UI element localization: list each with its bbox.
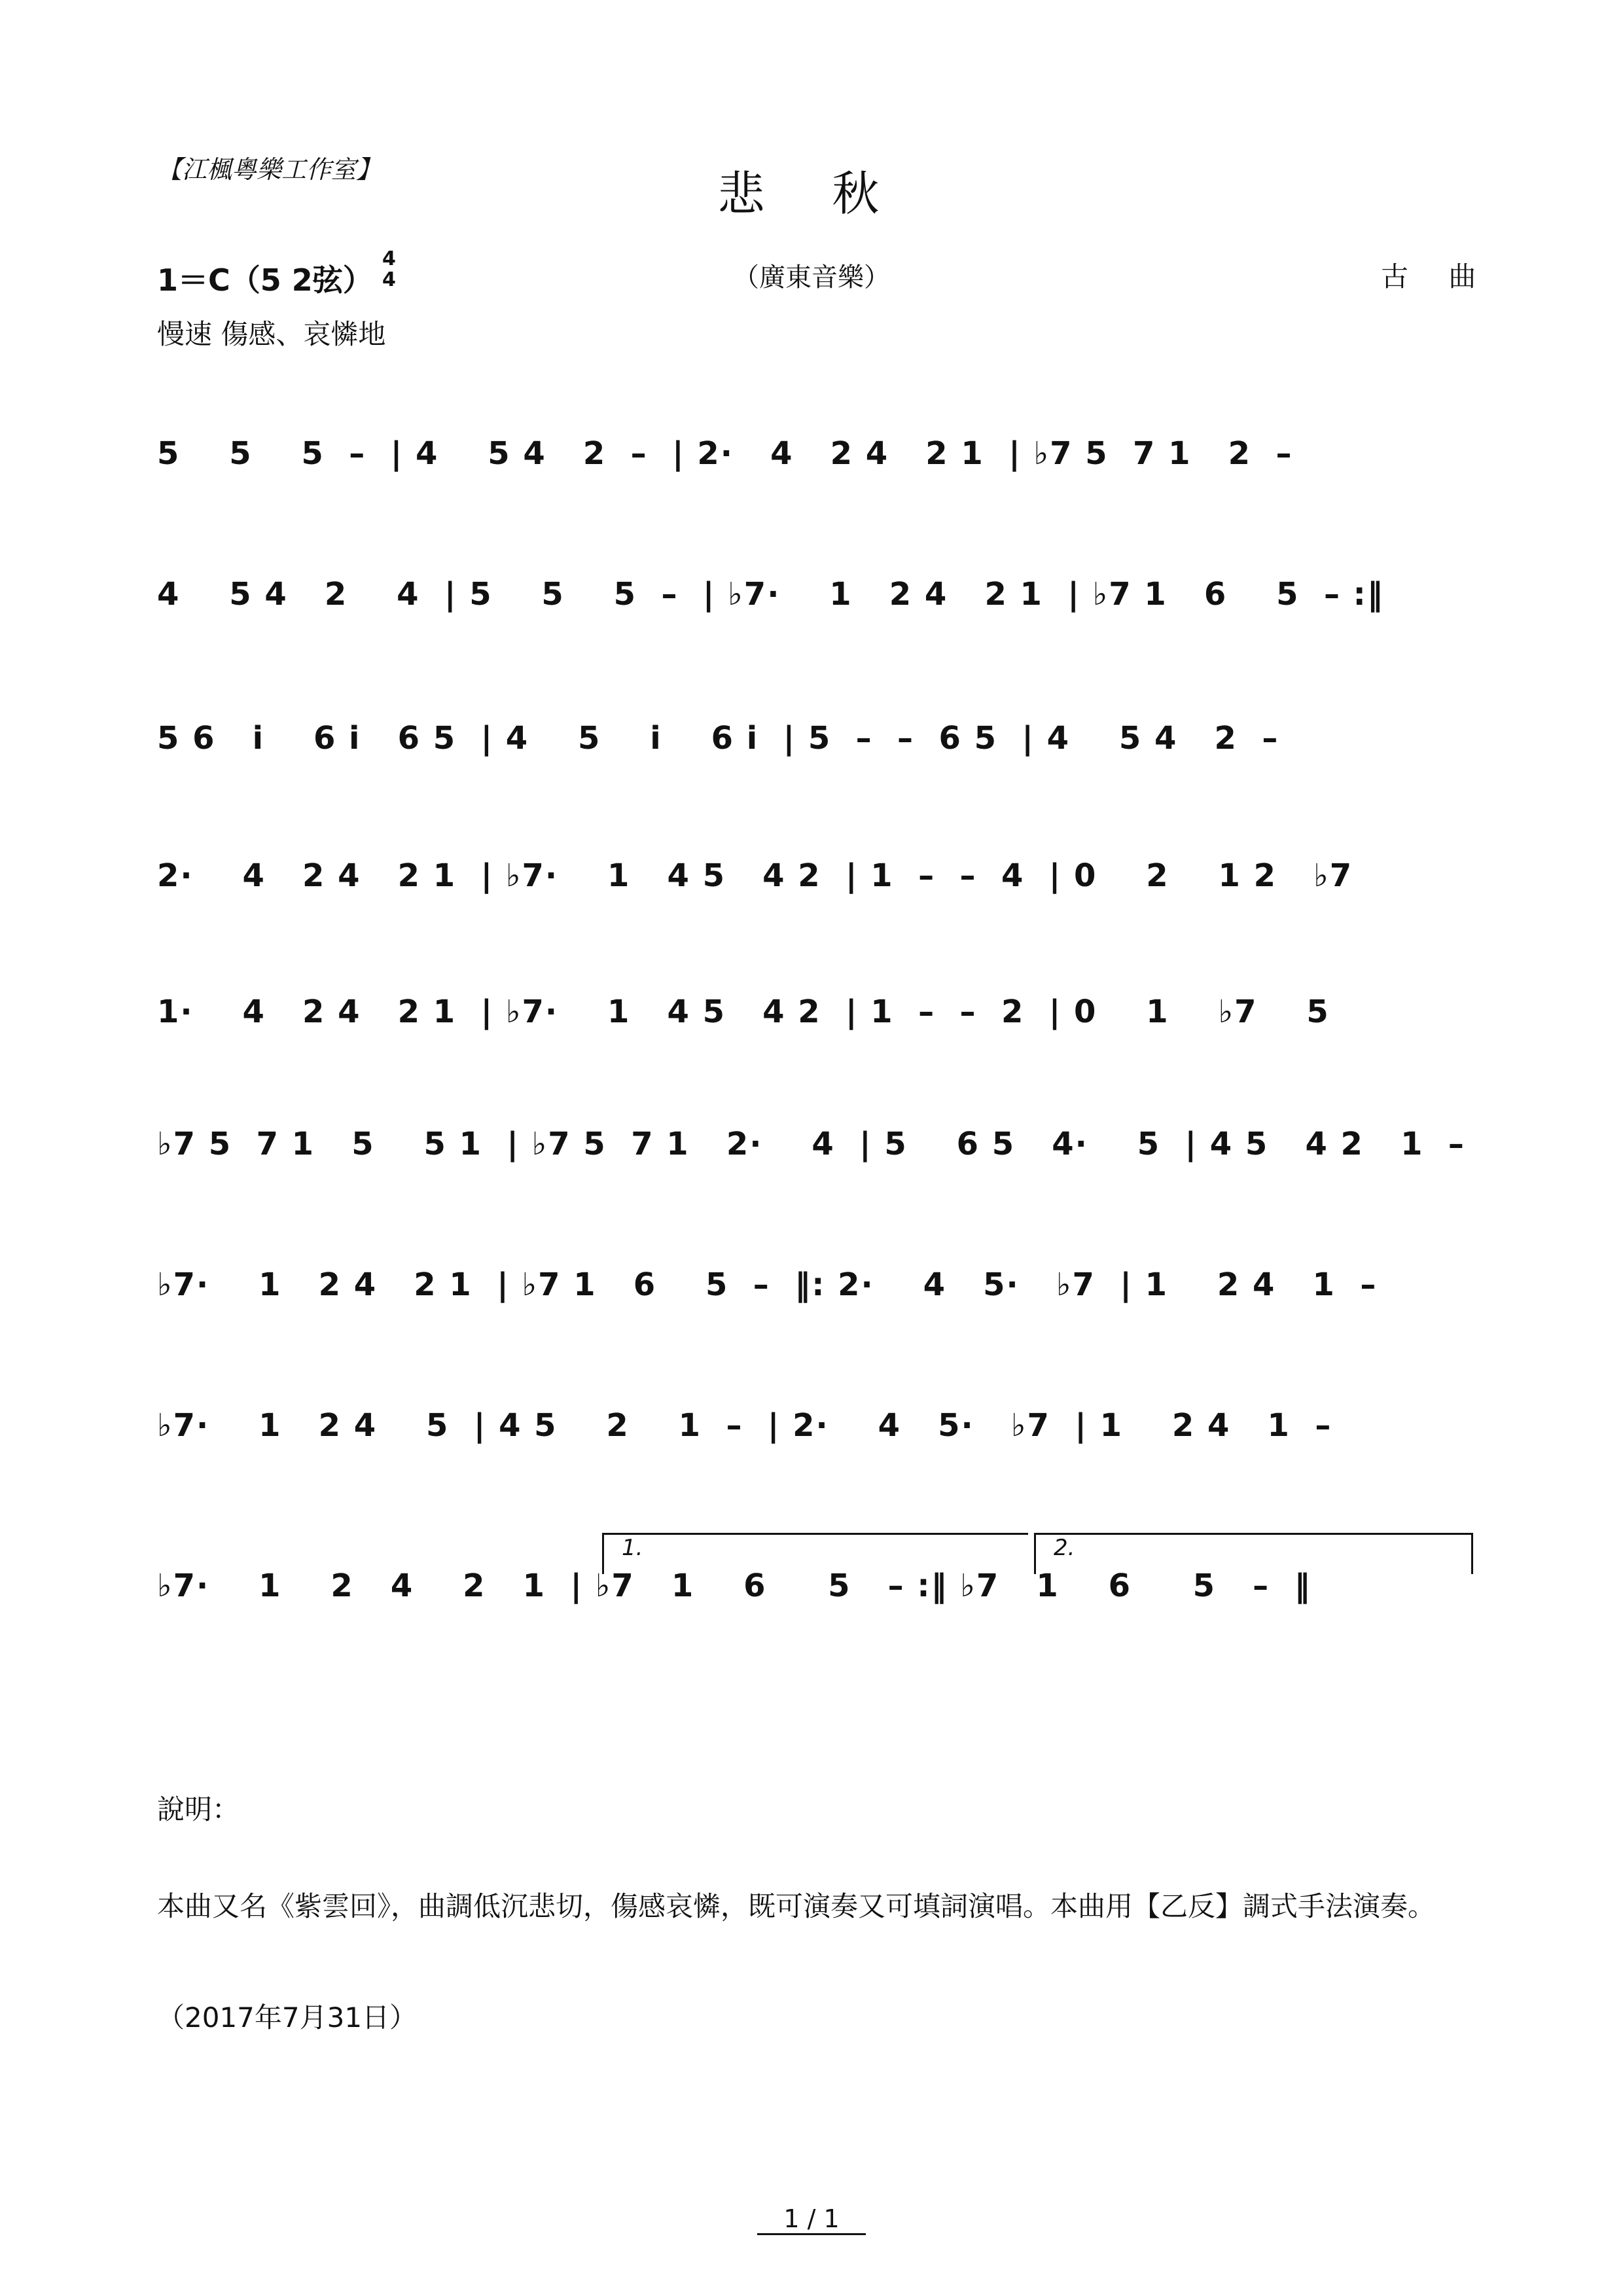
volta-bracket-2 (1034, 1533, 1473, 1574)
score-line-text: 2· 4 2 4 2 1 | ♭7· 1 4 5 4 2 | 1 – – 4 | 0 2 1 2 ♭7 (157, 857, 1353, 894)
studio-label: 【江楓粵樂工作室】 (157, 155, 382, 184)
page-number (0, 2204, 1623, 2233)
page-title: 悲 秋 (717, 166, 906, 221)
genre-label: （廣東音樂） (733, 262, 890, 293)
score-line-9 (157, 1568, 1479, 1633)
page-number-text: 1 / 1 (757, 2204, 865, 2235)
score-line-text: ♭7 5 7 1 5 5 1 | ♭7 5 7 1 2· 4 | 5 6 5 4· 5 | 4 5 4 2 1 – (157, 1126, 1465, 1162)
composer-label: 古 曲 (1381, 260, 1492, 293)
score-line-5 (157, 994, 1479, 1059)
tempo-marking: 慢速 傷感、哀憐地 (157, 318, 386, 350)
meter-bottom: 4 (382, 268, 396, 291)
score-line-text: ♭7· 1 2 4 5 | 4 5 2 1 – | 2· 4 5· ♭7 | 1 2 4 1 – (157, 1407, 1332, 1444)
score-line-8 (157, 1407, 1479, 1473)
volta-label-2: 2. (1054, 1535, 1075, 1561)
notes-body: 本曲又名《紫雲回》，曲調低沉悲切，傷感哀憐，既可演奏又可填詞演唱。本曲用【乙反】調式手法演奏。 (157, 1890, 1436, 1922)
score-line-6 (157, 1126, 1479, 1191)
score-line-text: ♭7· 1 2 4 2 1 | ♭7 1 6 5 – :‖ ♭7 1 6 5 – ‖ (157, 1568, 1311, 1604)
score-line-text: ♭7· 1 2 4 2 1 | ♭7 1 6 5 – ‖: 2· 4 5· ♭7 | 1 2 4 1 – (157, 1266, 1378, 1303)
score-line-4 (157, 857, 1479, 923)
key-signature: 1＝C（5 2弦） (157, 262, 373, 298)
score-line-2 (157, 576, 1479, 641)
score-line-7 (157, 1266, 1479, 1332)
score-line-text: 5 6 i 6 i 6 5 | 4 5 i 6 i | 5 – – 6 5 | 4 5 4 2 – (157, 720, 1279, 757)
volta-bracket-1 (602, 1533, 1028, 1574)
score-line-3 (157, 720, 1479, 785)
notes-heading: 說明： (157, 1793, 240, 1825)
score-line-text: 5 5 5 – | 4 5 4 2 – | 2· 4 2 4 2 1 | ♭7 5 7 1 2 – (157, 435, 1293, 472)
score-line-1 (157, 435, 1479, 501)
score-line-text: 4 5 4 2 4 | 5 5 5 – | ♭7· 1 2 4 2 1 | ♭7 1 6 5 – :‖ (157, 576, 1384, 613)
score-line-text: 1· 4 2 4 2 1 | ♭7· 1 4 5 4 2 | 1 – – 2 | 0 1 ♭7 5 (157, 994, 1330, 1030)
meter-top: 4 (382, 247, 396, 270)
date-note: （2017年7月31日） (157, 2001, 418, 2034)
volta-label-1: 1. (622, 1535, 643, 1561)
